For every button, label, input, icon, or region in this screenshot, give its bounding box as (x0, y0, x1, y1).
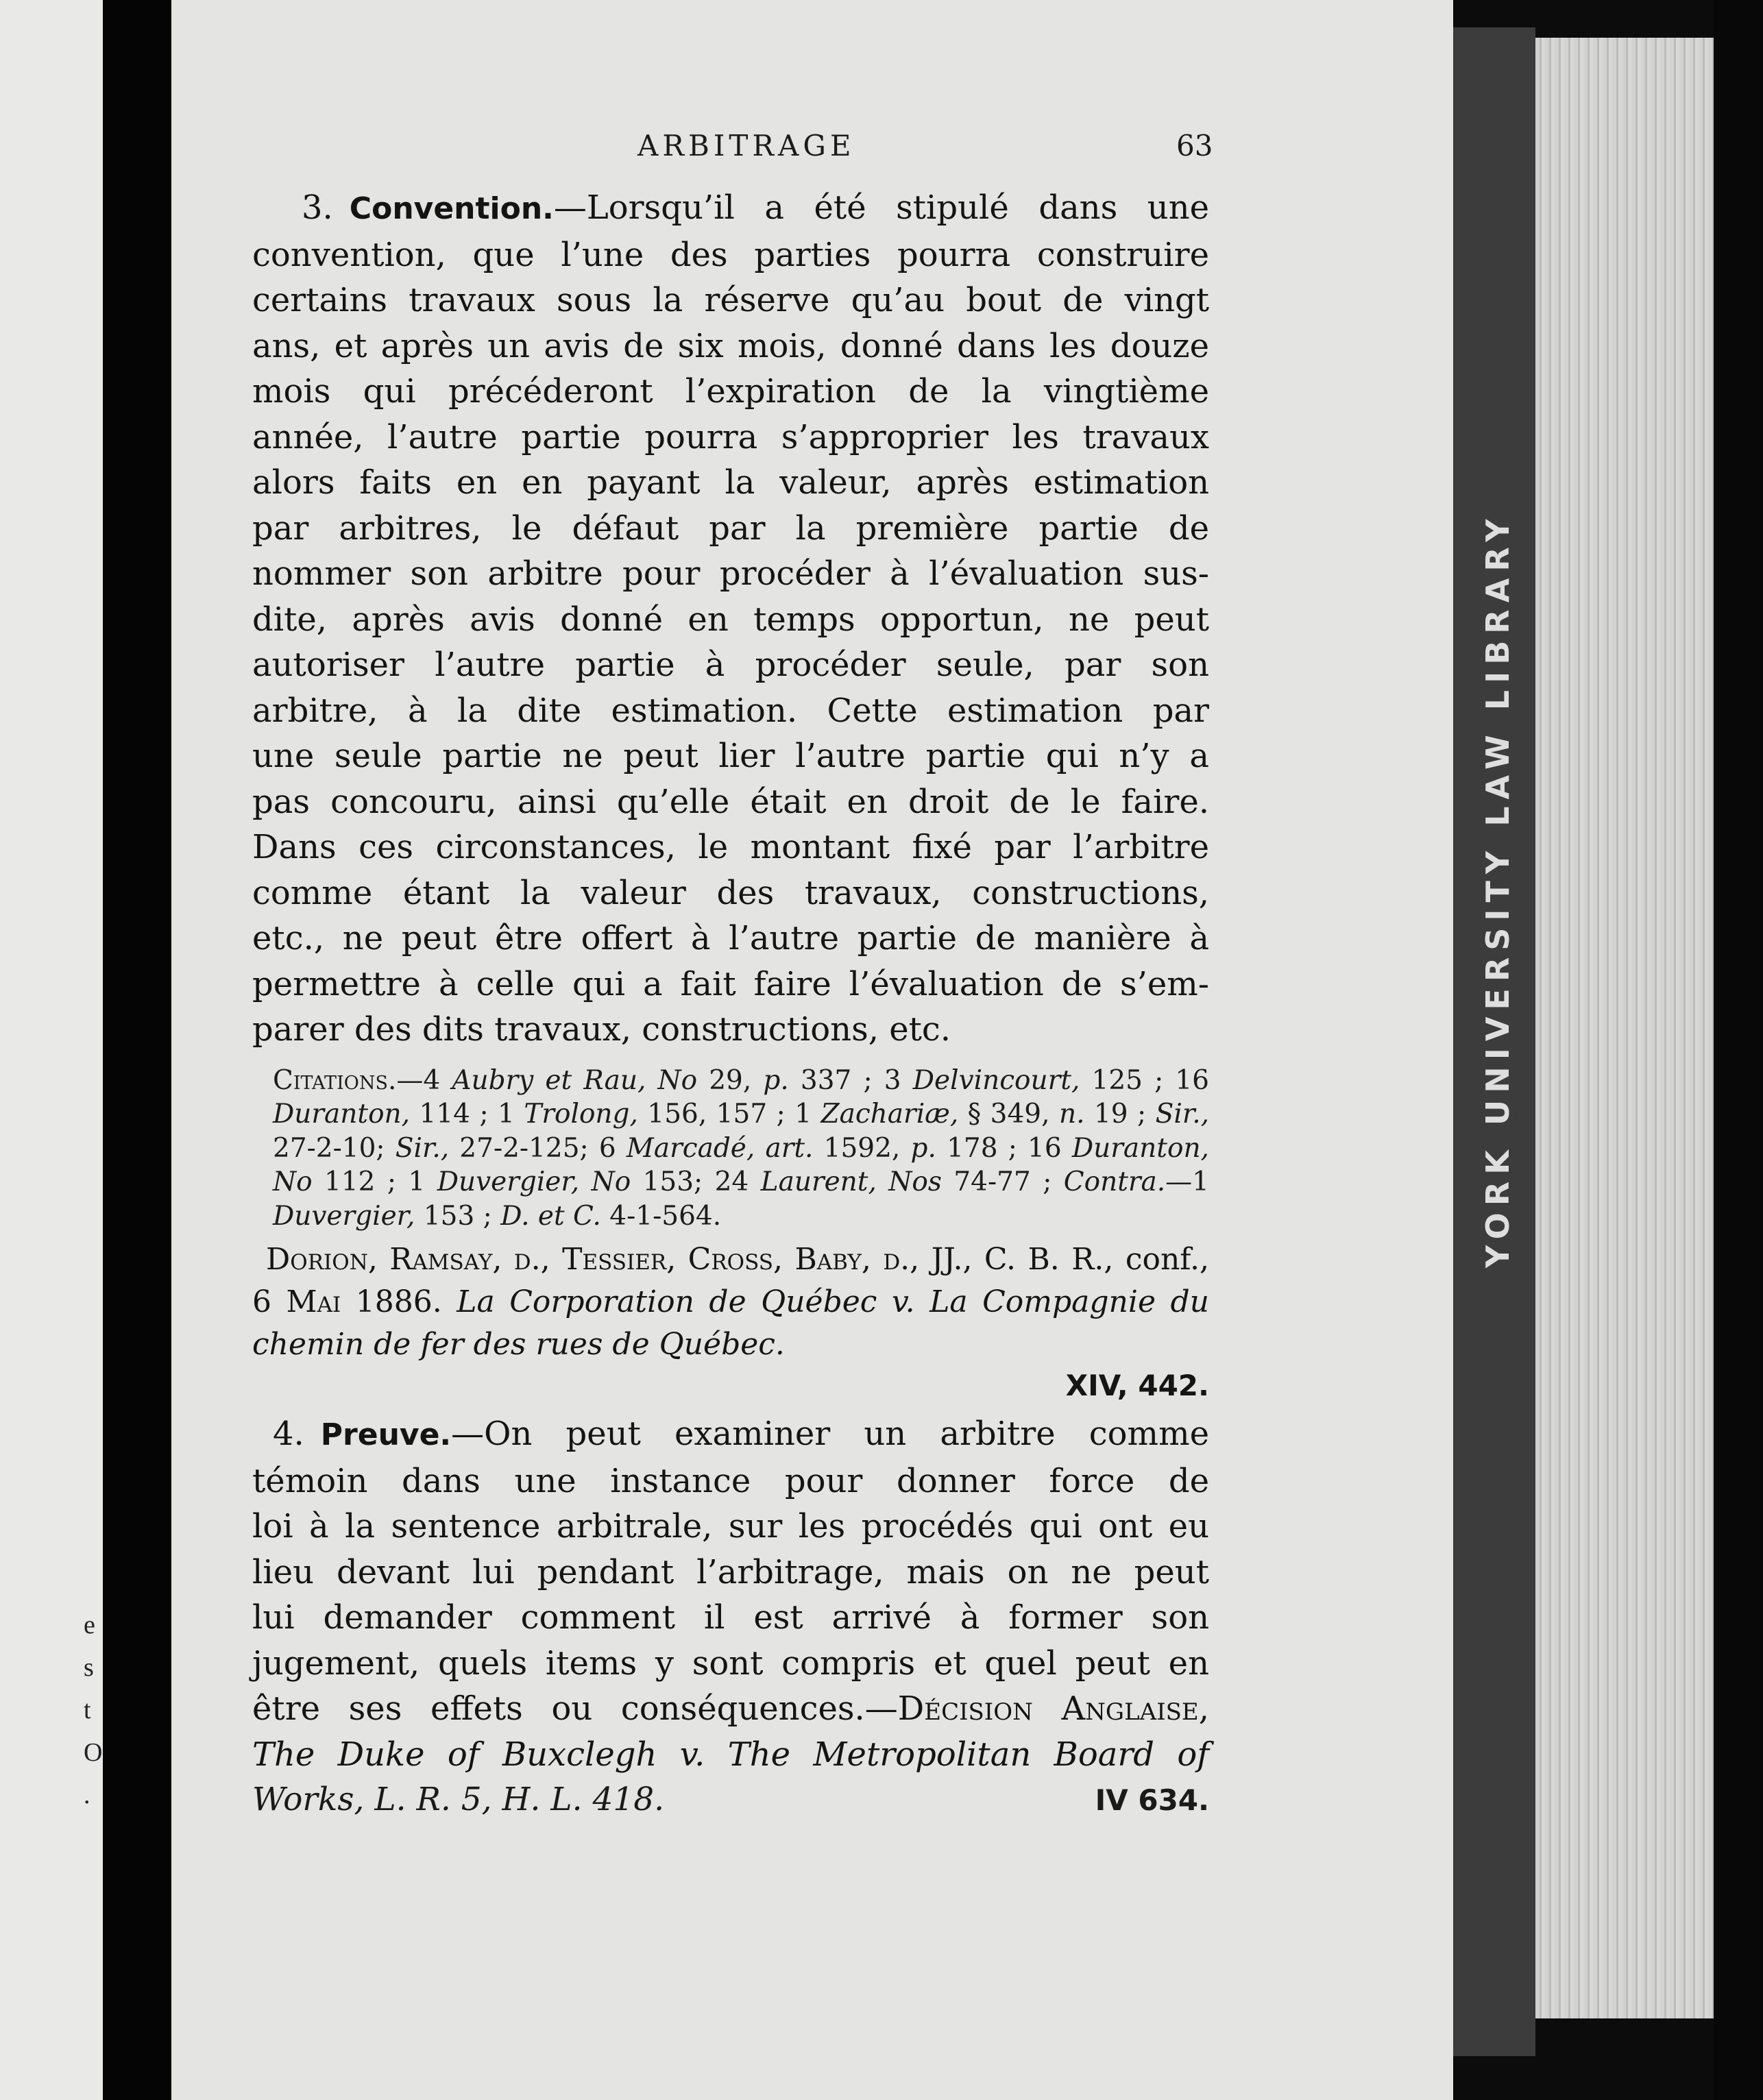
citations-label: Citations. (273, 1064, 397, 1096)
text-line: année, l’autre partie pourra s’approprier les travaux (252, 417, 1209, 456)
edge-letter: t (84, 1696, 91, 1724)
section-heading: Convention. (349, 191, 554, 226)
citation-part: Trolong, (524, 1099, 638, 1130)
citation-part: 19 ; (1084, 1099, 1156, 1130)
citation-part: p. (910, 1132, 936, 1164)
court: C. B. R., (984, 1242, 1114, 1277)
citation-part: 153; 24 (631, 1167, 761, 1197)
running-title: ARBITRAGE (637, 129, 855, 162)
text-line (252, 1686, 1209, 1732)
text-line: permettre à celle qui a fait faire l’évaluation de s’em- (252, 964, 1209, 1003)
text-line: Dans ces circonstances, le montant fixé par l’arbitre (252, 828, 1209, 866)
text-line: comme étant la valeur des travaux, constructions, (252, 873, 1209, 912)
facing-page-edge (0, 0, 103, 2100)
text-span: être ses effets ou conséquences. (252, 1689, 865, 1728)
citation-part: Duvergier, (273, 1200, 415, 1232)
citation-part: p. (763, 1064, 789, 1096)
text-line: témoin dans une instance pour donner force de (252, 1461, 1209, 1500)
citation-part: 153 ; (415, 1200, 501, 1232)
decision-part: conf., 6 (252, 1242, 1209, 1319)
text-line: lui demander comment il est arrivé à former son (252, 1598, 1209, 1637)
volume-reference: XIV, 442. (1065, 1369, 1209, 1402)
citation-part: Sir., (1155, 1099, 1209, 1130)
edge-letter: e (84, 1611, 95, 1639)
citation-part: 4-1-564. (600, 1200, 722, 1232)
citation-part: Laurent, Nos (760, 1167, 942, 1197)
citation-part: 125 ; 16 (1080, 1064, 1209, 1096)
text-line: lieu devant lui pendant l’arbitrage, mais on ne peut (252, 1552, 1209, 1591)
citation-part: 112 ; 1 (312, 1167, 437, 1197)
citation-part: 27-2-10; (273, 1132, 396, 1164)
edge-shadow (1714, 0, 1763, 2100)
citation-part: 74-77 ; (941, 1167, 1064, 1197)
text-line: autoriser l’autre partie à procéder seule, par son (252, 646, 1209, 684)
page-edges (1535, 38, 1714, 2018)
citation-part: Zachariæ, (820, 1099, 959, 1130)
decision-label: —Décision Anglaise, (864, 1689, 1209, 1728)
reference-line (252, 1777, 1209, 1823)
citation-part: 337 ; 3 (788, 1064, 913, 1096)
book-gutter (103, 0, 171, 2100)
edge-letter: . (84, 1781, 90, 1809)
decision-year: 1886. (341, 1284, 457, 1319)
decision-reference (252, 1238, 1209, 1406)
text-span: —On peut examiner un arbitre comme (451, 1415, 1209, 1453)
judges: Dorion, Ramsay, d., Tessier, Cross, Baby, d., JJ., (266, 1242, 973, 1277)
spine-label: YORK UNIVERSITY LAW LIBRARY (1479, 512, 1516, 1268)
main-text (252, 185, 1209, 1823)
citation-part: D. et C. (500, 1200, 601, 1232)
section-heading: Preuve. (320, 1417, 452, 1452)
text-line (252, 1411, 1209, 1458)
text-line: certains travaux sous la réserve qu’au bout de vingt (252, 281, 1209, 319)
edge-letter: s (84, 1653, 94, 1682)
text-line: mois qui précéderont l’expiration de la vingtième (252, 372, 1209, 411)
text-line: loi à la sentence arbitrale, sur les procédés qui ont eu (252, 1507, 1209, 1546)
case-title: The Duke of Buxclegh v. The Metropolitan Board of (252, 1735, 1209, 1774)
text-line: jugement, quels items y sont compris et quel peut en (252, 1644, 1209, 1683)
citation-part: —4 (396, 1064, 452, 1096)
facing-page-letters (84, 1604, 103, 1816)
citation-part: Sir., (395, 1132, 450, 1164)
citation-part: Duvergier, No (437, 1167, 631, 1197)
text-line: par arbitres, le défaut par la première partie de (252, 509, 1209, 548)
case-title: Works, L. R. 5, H. L. 418. (252, 1781, 665, 1818)
text-span: —Lorsqu’il a été stipulé dans une (553, 188, 1209, 227)
text-line: arbitre, à la dite estimation. Cette estimation par (252, 691, 1209, 730)
section-3 (252, 185, 1209, 1053)
citation-part: n. (1058, 1099, 1085, 1130)
citation-part: Aubry et Rau, No (452, 1064, 698, 1096)
citation-part: 1592, (813, 1132, 911, 1164)
volume-reference: IV 634. (1095, 1783, 1209, 1817)
citation-part: Duranton, No (273, 1132, 1209, 1197)
text-line (252, 185, 1209, 232)
section-4 (252, 1411, 1209, 1777)
text-line: dite, après avis donné en temps opportun, ne peut (252, 600, 1209, 639)
text-line: convention, que l’une des parties pourra construire (252, 235, 1209, 274)
text-line: nommer son arbitre pour procéder à l’évaluation sus- (252, 554, 1209, 593)
text-line: parer des dits travaux, constructions, etc. (252, 1010, 951, 1049)
decision-month: Mai (286, 1284, 341, 1319)
text-line: ans, et après un avis de six mois, donné dans les douze (252, 326, 1209, 365)
text-line: etc., ne peut être offert à l’autre partie de manière à (252, 919, 1209, 957)
text-line: une seule partie ne peut lier l’autre partie qui n’y a (252, 737, 1209, 775)
citations (252, 1064, 1209, 1234)
citation-part: Contra. (1063, 1167, 1166, 1197)
citation-part: § 349, (958, 1099, 1059, 1130)
edge-letter: O (84, 1738, 103, 1767)
citation-part: 114 ; 1 (410, 1099, 524, 1130)
citation-part: 156, 157 ; 1 (637, 1099, 821, 1130)
section-number: 4. (273, 1415, 304, 1453)
text-line: pas concouru, ainsi qu’elle était en droit de le faire. (252, 782, 1209, 821)
case-title: La Corporation de Québec v. La Compagnie du chemin de fer des rues de Québec. (252, 1284, 1210, 1362)
citation-part: 178 ; 16 (936, 1132, 1072, 1164)
text-line: alors faits en en payant la valeur, après estimation (252, 463, 1209, 502)
citation-part: Delvincourt, (912, 1064, 1080, 1096)
citation-part: Duranton, (273, 1099, 411, 1130)
citation-part: 27-2-125; 6 (449, 1132, 627, 1164)
citation-part: —1 (1165, 1167, 1209, 1197)
citation-part: Marcadé, art. (626, 1132, 814, 1164)
page-number: 63 (1176, 129, 1213, 162)
citation-part: 29, (697, 1064, 764, 1096)
section-number: 3. (302, 188, 333, 227)
